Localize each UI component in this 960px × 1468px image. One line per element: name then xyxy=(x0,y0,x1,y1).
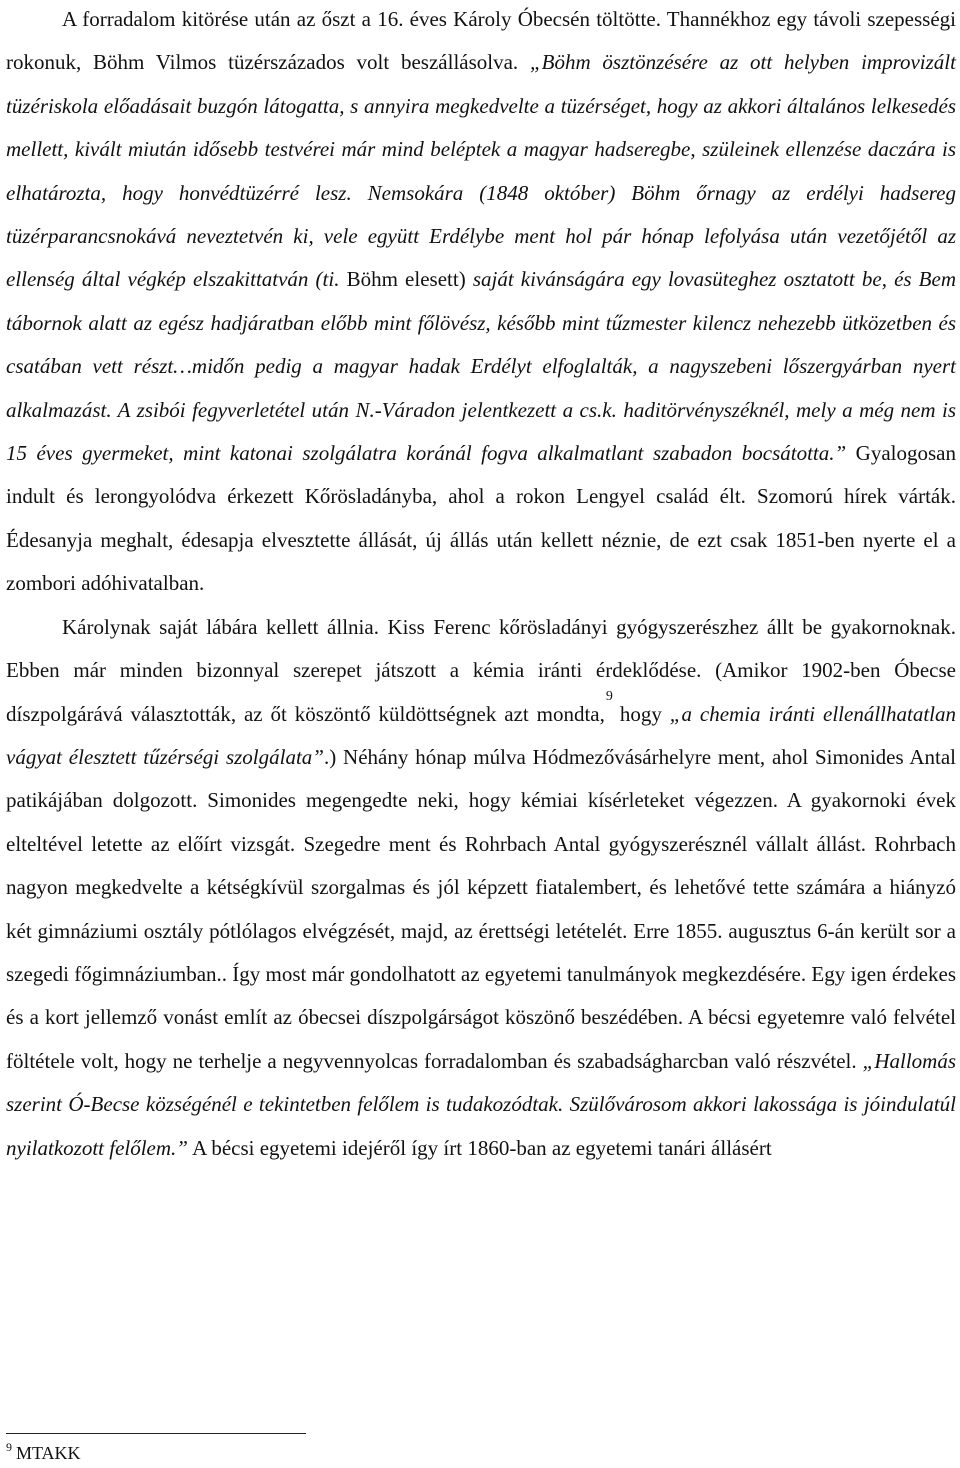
paragraph-2-tail: A bécsi egyetemi idejéről így írt 1860-ban az egyetemi tanári állásért xyxy=(187,1135,772,1160)
paragraph-2-hogy: hogy xyxy=(619,701,670,726)
quote-hallomas: „Hallomás szerint Ó-Becse községénél e tekintetben felőlem is tudakozódtak. Szülővárosom akkori lakossága is jóindulatúl nyilatkozott felőlem.” xyxy=(6,1048,956,1160)
footnote-divider xyxy=(6,1433,306,1434)
footnote-number: 9 xyxy=(6,1440,12,1454)
quote-bohm-3: saját kivánságára egy lovasüteghez osztatott be, és Bem tábornok alatt az egész hadjáratban előbb mint főlövész, később mint tűzmester kilencz nehezebb ütközetben és csatában vett részt…midőn pedig a magyar hadak Erdélyt elfoglalták, a nagyszebeni lőszergyárban nyert alkalmazást. A zsibói fegyverletétel után N.-Váradon jelentkezett a cs.k. haditörvényszéknél, mely a még nem is 15 éves gyermeket, mint katonai szolgálatra koránál fogva alkalmatlant szabadon bocsátotta.” xyxy=(6,267,956,466)
paragraph-1 xyxy=(6,0,956,606)
footnote xyxy=(6,1441,81,1467)
quote-bohm-1: „Böhm ösztönzésére az ott helyben improvizált tüzériskola előadásait buzgón látogatta, s annyira megkedvelte a tüzérséget, hogy az akkori általános lelkesedés mellett, kivált miután idősebb testvérei már mind beléptek a magyar hadseregbe, szüleinek ellenzése daczára is elhatározta, hogy honvédtüzérré lesz. xyxy=(6,50,956,205)
paragraph-2-body: .) Néhány hónap múlva Hódmezővásárhelyre ment, ahol Simonides Antal patikájában dolgozott. Simonides megengedte neki, hogy kémiai kísérleteket végezzen. A gyakornoki évek elteltével letette az előírt vizsgát. Szegedre ment és Rohrbach Antal gyógyszerésznél vállalt állást. Rohrbach nagyon megkedvelte a kétségkívül szorgalmas és jól képzett fiatalembert, és lehetővé tette számára a hiányzó két gimnáziumi osztály pótlólagos elvégzését, majd, az érettségi letételét. Erre 1855. augusztus 6-án került sor a szegedi főgimnáziumban.. Így most már gondolhatott az egyetemi tanulmányok megkezdésére. Egy igen érdekes és a kort jellemző vonást említ az óbecsei díszpolgárságot köszönő beszédében. A bécsi egyetemre való felvétel föltétele volt, hogy ne terhelje a negyvennyolcas forradalomban és szabadságharcban való részvétel. xyxy=(6,744,956,1073)
footnote-text: MTAKK xyxy=(16,1443,81,1463)
footnote-reference: 9 xyxy=(605,688,613,704)
paragraph-1-text: A forradalom kitörése után az őszt a 16. éves Károly Óbecsén töltötte. Thannékhoz egy távoli szepességi rokonuk, Böhm Vilmos tüzérszázados volt beszállásolva. xyxy=(6,7,956,75)
paragraph-2 xyxy=(6,606,956,1170)
quote-chemia: „a chemia iránti ellenállhatatlan vágyat élesztett tűzérségi szolgálata” xyxy=(6,701,957,769)
paragraph-2-text: Károlynak saját lábára kellett állnia. Kiss Ferenc kőrösladányi gyógyszerészhez állt be gyakornoknak. Ebben már minden bizonnyal szerepet játszott a kémia iránti érdeklődése. (Amikor 1902-ben Óbecse díszpolgárává választották, az őt köszöntő küldöttségnek azt mondta, xyxy=(6,614,956,726)
paragraph-1-tail: Gyalogosan indult és lerongyolódva érkezett Kőrösladányba, ahol a rokon Lengyel család élt. Szomorú hírek várták. Édesanyja meghalt, édesapja elvesztette állását, új állás után kellett néznie, de ezt csak 1851-ben nyerte el a zombori adóhivatalban. xyxy=(6,441,956,596)
quote-bohm-2: Nemsokára (1848 október) Böhm őrnagy az erdélyi hadsereg tüzérparancsnokává neveztetvén ki, vele együtt Erdélybe ment hol pár hónap lefolyása után vezetőjétől az ellenség által végkép elszakittatván (ti. xyxy=(6,180,956,292)
document-page xyxy=(6,0,956,1170)
paragraph-1-aside: Böhm elesett) xyxy=(339,267,473,292)
